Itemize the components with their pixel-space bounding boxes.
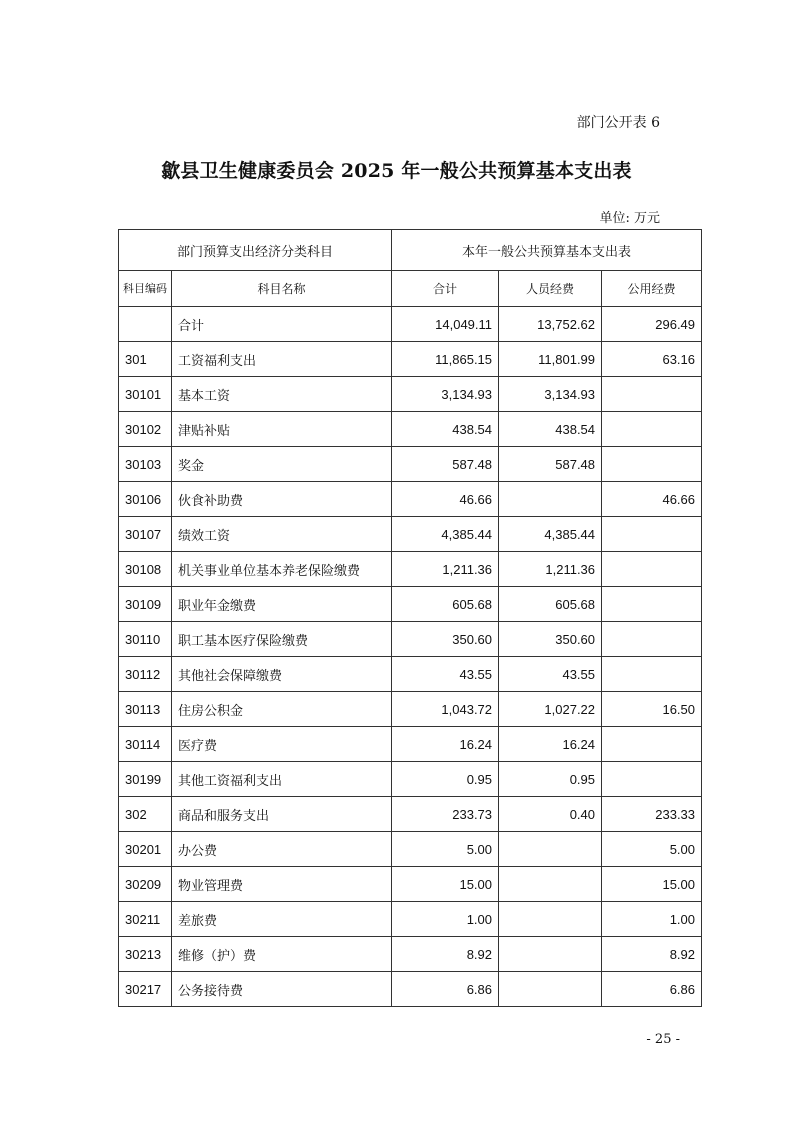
cell-public: 5.00 — [602, 832, 702, 867]
cell-public — [602, 552, 702, 587]
cell-total: 3,134.93 — [392, 377, 499, 412]
table-row — [119, 867, 702, 902]
cell-total: 0.95 — [392, 762, 499, 797]
cell-total: 5.00 — [392, 832, 499, 867]
cell-name: 其他社会保障缴费 — [172, 657, 392, 692]
cell-name: 基本工资 — [172, 377, 392, 412]
column-header-personnel: 人员经费 — [499, 271, 602, 307]
table-row — [119, 692, 702, 727]
cell-personnel: 438.54 — [499, 412, 602, 447]
cell-personnel: 605.68 — [499, 587, 602, 622]
cell-personnel — [499, 832, 602, 867]
cell-name: 医疗费 — [172, 727, 392, 762]
cell-public — [602, 447, 702, 482]
table-row — [119, 307, 702, 342]
cell-name: 绩效工资 — [172, 517, 392, 552]
cell-code: 30199 — [119, 762, 172, 797]
cell-code: 30108 — [119, 552, 172, 587]
table-row — [119, 517, 702, 552]
cell-total: 8.92 — [392, 937, 499, 972]
cell-total: 14,049.11 — [392, 307, 499, 342]
cell-code: 30217 — [119, 972, 172, 1007]
cell-public — [602, 622, 702, 657]
page-number: - 25 - — [646, 1032, 680, 1047]
cell-code: 30112 — [119, 657, 172, 692]
cell-name: 职业年金缴费 — [172, 587, 392, 622]
cell-code: 30101 — [119, 377, 172, 412]
table-body — [119, 307, 702, 1007]
cell-personnel: 0.40 — [499, 797, 602, 832]
cell-personnel: 13,752.62 — [499, 307, 602, 342]
cell-code: 30103 — [119, 447, 172, 482]
cell-total: 46.66 — [392, 482, 499, 517]
cell-code: 30209 — [119, 867, 172, 902]
cell-code: 302 — [119, 797, 172, 832]
cell-code: 30106 — [119, 482, 172, 517]
cell-code: 30110 — [119, 622, 172, 657]
cell-name: 差旅费 — [172, 902, 392, 937]
cell-public: 15.00 — [602, 867, 702, 902]
cell-public — [602, 412, 702, 447]
cell-total: 16.24 — [392, 727, 499, 762]
cell-code: 30213 — [119, 937, 172, 972]
cell-personnel: 4,385.44 — [499, 517, 602, 552]
cell-name: 住房公积金 — [172, 692, 392, 727]
table-row — [119, 797, 702, 832]
cell-personnel: 43.55 — [499, 657, 602, 692]
cell-personnel: 3,134.93 — [499, 377, 602, 412]
table-row — [119, 832, 702, 867]
table-row — [119, 482, 702, 517]
cell-total: 1,211.36 — [392, 552, 499, 587]
cell-total: 15.00 — [392, 867, 499, 902]
table-row — [119, 412, 702, 447]
cell-personnel: 1,211.36 — [499, 552, 602, 587]
cell-personnel — [499, 867, 602, 902]
cell-name: 伙食补助费 — [172, 482, 392, 517]
cell-public — [602, 377, 702, 412]
cell-code: 30211 — [119, 902, 172, 937]
table-row — [119, 937, 702, 972]
column-header-public: 公用经费 — [602, 271, 702, 307]
cell-code: 30109 — [119, 587, 172, 622]
cell-public: 16.50 — [602, 692, 702, 727]
cell-personnel: 11,801.99 — [499, 342, 602, 377]
table-row — [119, 762, 702, 797]
cell-total: 1.00 — [392, 902, 499, 937]
table-row — [119, 587, 702, 622]
cell-total: 43.55 — [392, 657, 499, 692]
budget-table — [118, 229, 702, 1007]
cell-name: 办公费 — [172, 832, 392, 867]
table-row — [119, 342, 702, 377]
cell-name: 职工基本医疗保险缴费 — [172, 622, 392, 657]
cell-total: 605.68 — [392, 587, 499, 622]
table-row — [119, 447, 702, 482]
cell-name: 维修（护）费 — [172, 937, 392, 972]
unit-label: 单位: 万元 — [599, 211, 660, 226]
cell-total: 11,865.15 — [392, 342, 499, 377]
table-row — [119, 657, 702, 692]
cell-code: 30107 — [119, 517, 172, 552]
cell-public — [602, 657, 702, 692]
cell-personnel: 1,027.22 — [499, 692, 602, 727]
cell-name: 商品和服务支出 — [172, 797, 392, 832]
group-header-economic-classification: 部门预算支出经济分类科目 — [119, 230, 392, 271]
cell-code: 301 — [119, 342, 172, 377]
cell-name: 公务接待费 — [172, 972, 392, 1007]
group-header-basic-expenditure: 本年一般公共预算基本支出表 — [392, 230, 702, 271]
cell-name: 奖金 — [172, 447, 392, 482]
cell-personnel: 16.24 — [499, 727, 602, 762]
cell-total: 587.48 — [392, 447, 499, 482]
cell-total: 1,043.72 — [392, 692, 499, 727]
cell-public — [602, 762, 702, 797]
cell-code — [119, 307, 172, 342]
table-row — [119, 552, 702, 587]
column-header-total: 合计 — [392, 271, 499, 307]
table-row — [119, 902, 702, 937]
cell-total: 233.73 — [392, 797, 499, 832]
cell-public: 46.66 — [602, 482, 702, 517]
cell-total: 4,385.44 — [392, 517, 499, 552]
cell-total: 6.86 — [392, 972, 499, 1007]
cell-name: 机关事业单位基本养老保险缴费 — [172, 552, 392, 587]
cell-personnel — [499, 902, 602, 937]
cell-public: 233.33 — [602, 797, 702, 832]
cell-personnel: 587.48 — [499, 447, 602, 482]
column-header-code: 科目编码 — [119, 271, 172, 307]
page-title: 歙县卫生健康委员会 2025 年一般公共预算基本支出表 — [161, 160, 632, 182]
table-column-header-row — [119, 271, 702, 307]
cell-personnel: 0.95 — [499, 762, 602, 797]
table-label: 部门公开表 6 — [576, 115, 660, 131]
table-row — [119, 622, 702, 657]
cell-personnel: 350.60 — [499, 622, 602, 657]
cell-code: 30113 — [119, 692, 172, 727]
cell-total: 438.54 — [392, 412, 499, 447]
cell-personnel — [499, 972, 602, 1007]
cell-name: 津贴补贴 — [172, 412, 392, 447]
cell-public: 63.16 — [602, 342, 702, 377]
table-group-header-row — [119, 230, 702, 271]
cell-code: 30102 — [119, 412, 172, 447]
cell-public — [602, 727, 702, 762]
cell-code: 30201 — [119, 832, 172, 867]
cell-name: 其他工资福利支出 — [172, 762, 392, 797]
table-row — [119, 972, 702, 1007]
cell-total: 350.60 — [392, 622, 499, 657]
table-row — [119, 377, 702, 412]
column-header-name: 科目名称 — [172, 271, 392, 307]
cell-public: 1.00 — [602, 902, 702, 937]
cell-public — [602, 587, 702, 622]
cell-name: 物业管理费 — [172, 867, 392, 902]
cell-name: 合计 — [172, 307, 392, 342]
cell-public: 6.86 — [602, 972, 702, 1007]
table-row — [119, 727, 702, 762]
cell-personnel — [499, 482, 602, 517]
cell-public — [602, 517, 702, 552]
cell-name: 工资福利支出 — [172, 342, 392, 377]
cell-public: 296.49 — [602, 307, 702, 342]
cell-code: 30114 — [119, 727, 172, 762]
cell-personnel — [499, 937, 602, 972]
cell-public: 8.92 — [602, 937, 702, 972]
